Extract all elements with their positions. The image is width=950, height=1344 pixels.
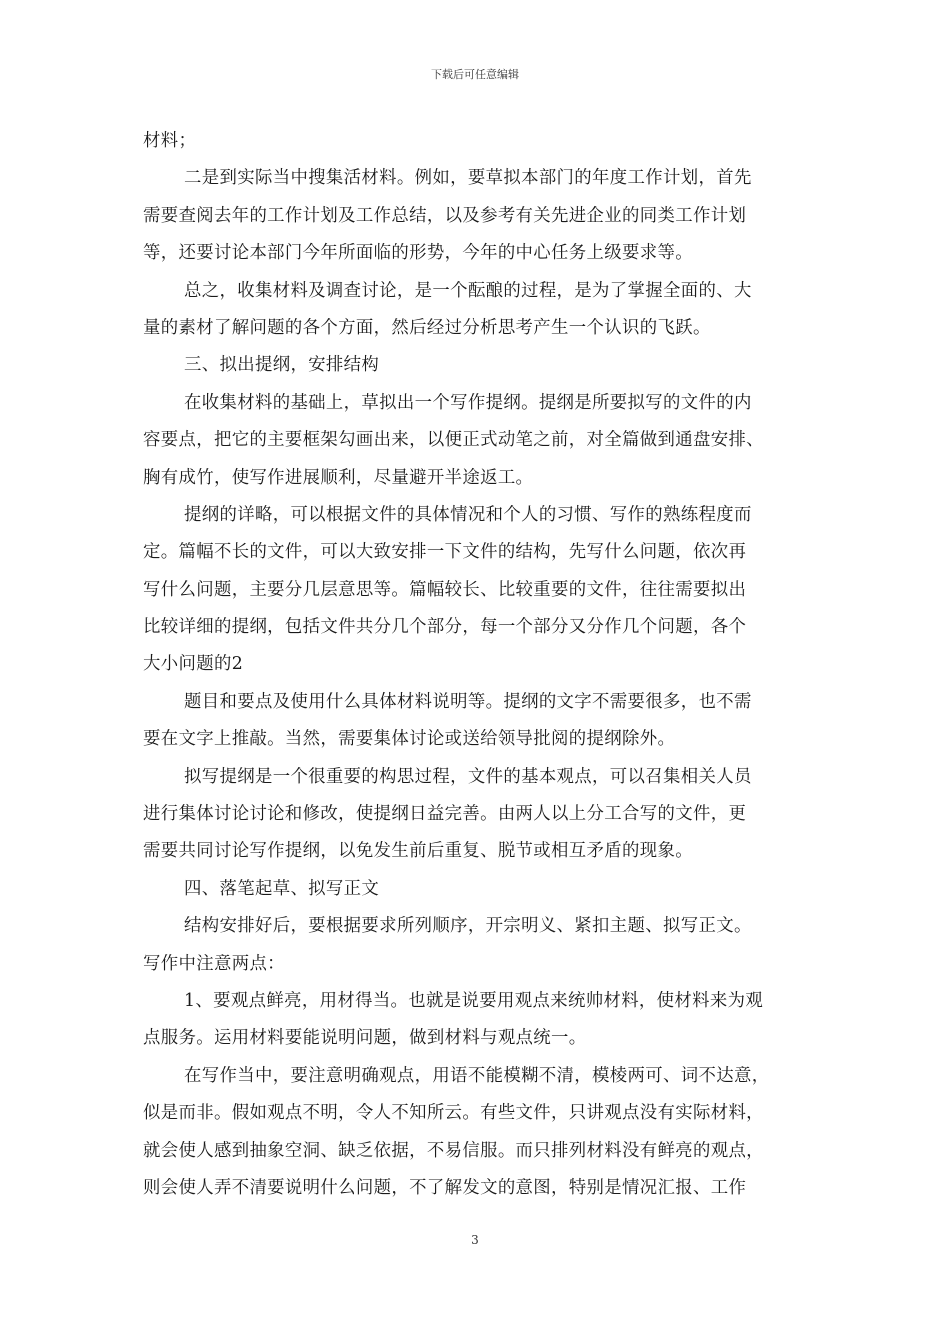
text-line: 大小问题的2 xyxy=(143,654,244,675)
text-line: 就会使人感到抽象空洞、缺乏依据，不易信服。而只排列材料没有鲜亮的观点， xyxy=(143,1140,764,1161)
text-line: 需要查阅去年的工作计划及工作总结，以及参考有关先进企业的同类工作计划 xyxy=(143,205,747,226)
text-line: 进行集体讨论讨论和修改，使提纲日益完善。由两人以上分工合写的文件，更 xyxy=(143,804,747,825)
text-line: 胸有成竹，使写作进展顺利，尽量避开半途返工。 xyxy=(143,467,534,488)
section-heading: 三、拟出提纲，安排结构 xyxy=(184,355,380,376)
text-line: 材料； xyxy=(143,131,197,151)
text-line: 总之，收集材料及调查讨论，是一个酝酿的过程，是为了掌握全面的、大 xyxy=(184,280,752,301)
text-line: 则会使人弄不清要说明什么问题，不了解发文的意图，特别是情况汇报、工作 xyxy=(143,1177,747,1198)
text-line: 拟写提纲是一个很重要的构思过程，文件的基本观点，可以召集相关人员 xyxy=(184,766,752,787)
text-line: 容要点，把它的主要框架勾画出来，以便正式动笔之前，对全篇做到通盘安排、 xyxy=(143,430,764,451)
text-line: 点服务。运用材料要能说明问题，做到材料与观点统一。 xyxy=(143,1028,587,1049)
section-heading: 四、落笔起草、拟写正文 xyxy=(184,878,380,899)
text-line: 定。篇幅不长的文件，可以大致安排一下文件的结构，先写什么问题，依次再 xyxy=(143,542,747,563)
text-line: 等，还要讨论本部门今年所面临的形势，今年的中心任务上级要求等。 xyxy=(143,243,693,264)
text-line: 量的素材了解问题的各个方面，然后经过分析思考产生一个认识的飞跃。 xyxy=(143,317,711,338)
text-line: 写作中注意两点： xyxy=(143,953,285,974)
text-line: 比较详细的提纲，包括文件共分几个部分，每一个部分又分作几个问题，各个 xyxy=(143,617,747,638)
page-header: 下载后可任意编辑 xyxy=(431,68,519,81)
text-line: 在收集材料的基础上，草拟出一个写作提纲。提纲是所要拟写的文件的内 xyxy=(184,392,752,413)
text-line: 需要共同讨论写作提纲，以免发生前后重复、脱节或相互矛盾的现象。 xyxy=(143,841,693,862)
text-line: 写什么问题，主要分几层意思等。篇幅较长、比较重要的文件，往往需要拟出 xyxy=(143,579,747,600)
page-number: 3 xyxy=(471,1233,479,1247)
text-line: 要在文字上推敲。当然，需要集体讨论或送给领导批阅的提纲除外。 xyxy=(143,729,676,750)
text-line: 在写作当中，要注意明确观点，用语不能模糊不清，模棱两可、词不达意， xyxy=(184,1065,770,1086)
document-body xyxy=(143,126,807,1210)
text-line: 似是而非。假如观点不明，令人不知所云。有些文件，只讲观点没有实际材料， xyxy=(143,1103,764,1124)
text-line: 题目和要点及使用什么具体材料说明等。提纲的文字不需要很多，也不需 xyxy=(184,691,752,712)
text-line: 二是到实际当中搜集活材料。例如，要草拟本部门的年度工作计划，首先 xyxy=(184,168,752,189)
text-line: 1、要观点鲜亮，用材得当。也就是说要用观点来统帅材料，使材料来为观 xyxy=(184,990,764,1011)
text-line: 提纲的详略，可以根据文件的具体情况和个人的习惯、写作的熟练程度而 xyxy=(184,504,752,525)
text-line: 结构安排好后，要根据要求所列顺序，开宗明义、紧扣主题、拟写正文。 xyxy=(184,916,752,937)
